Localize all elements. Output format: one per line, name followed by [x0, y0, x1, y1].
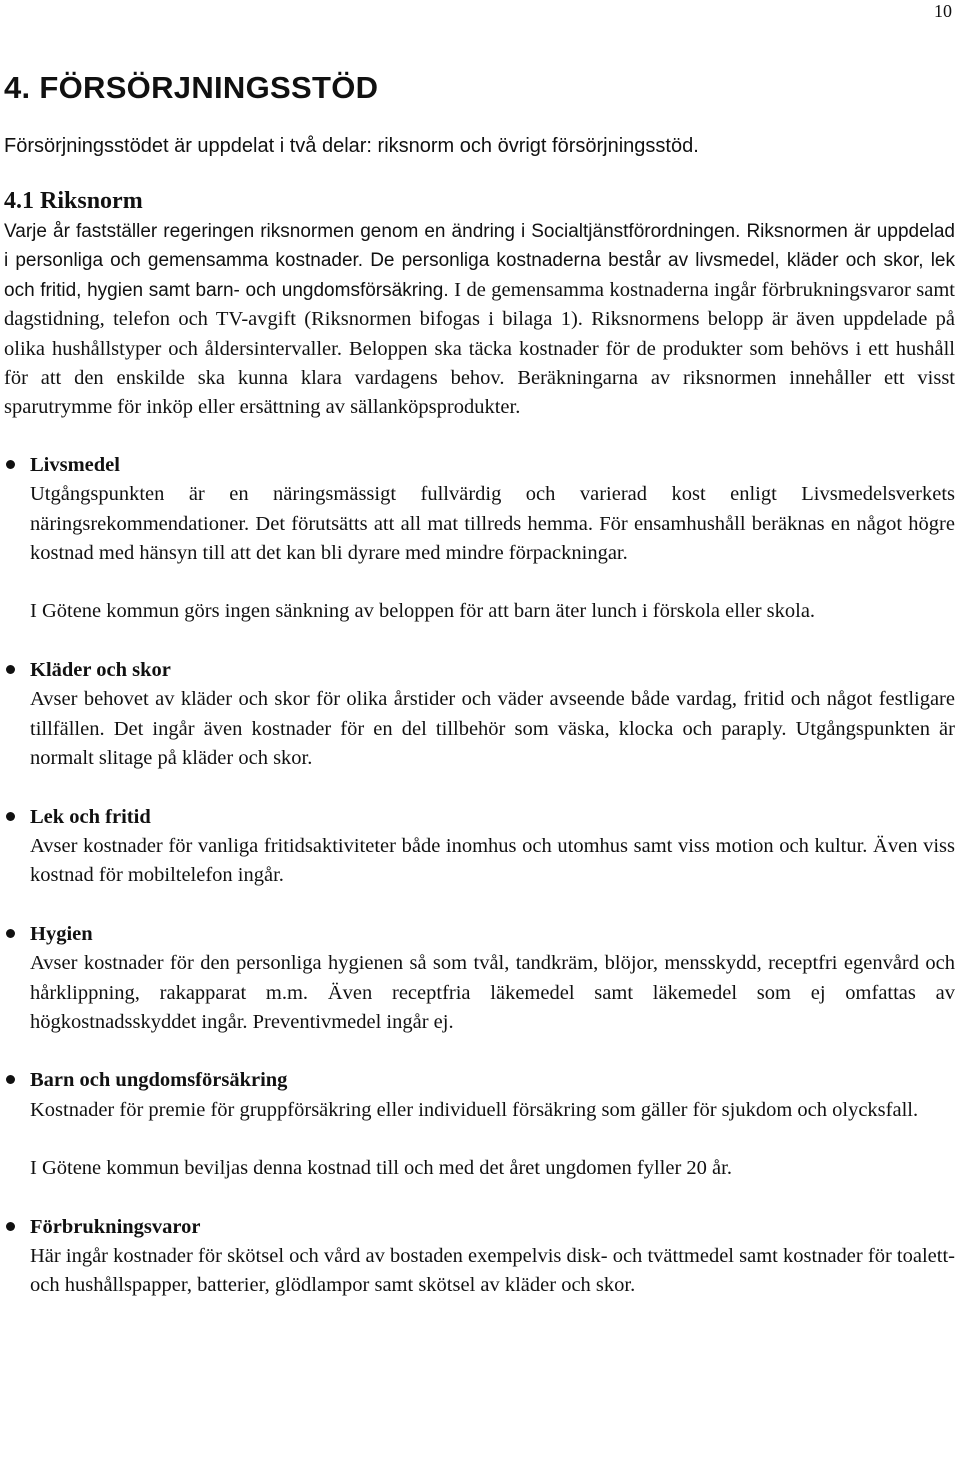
list-item-title: Lek och fritid	[30, 805, 151, 828]
list-item-note: I Götene kommun beviljas denna kostnad till och med det året ungdomen fyller 20 år.	[30, 1157, 732, 1180]
bullet-icon	[6, 812, 15, 821]
list-item-lek-och-fritid	[4, 803, 955, 891]
bullet-icon	[6, 1075, 15, 1084]
riksnorm-paragraph	[4, 217, 955, 423]
bullet-icon	[6, 929, 15, 938]
list-item-title: Hygien	[30, 922, 93, 945]
chapter-heading: 4. FÖRSÖRJNINGSSTÖD	[4, 70, 379, 105]
list-item-text: Kostnader för premie för gruppförsäkring eller individuell försäkring som gäller för sjukdom och olycksfall.	[30, 1098, 919, 1121]
list-item-title: Kläder och skor	[30, 658, 171, 681]
list-item-livsmedel	[4, 451, 955, 627]
list-item-text: Avser kostnader för den personliga hygienen så som tvål, tandkräm, blöjor, mensskydd, receptfri egenvård och hårklippning, rakapparat m.m. Även receptfria läkemedel samt läkemedel som ej omfattas av högkostnadsskyddet ingår. Preventivmedel ingår ej.	[30, 952, 955, 1033]
list-item-hygien	[4, 920, 955, 1038]
list-item-forbrukningsvaror	[4, 1213, 955, 1301]
list-item-klader-och-skor	[4, 656, 955, 774]
bullet-icon	[6, 1222, 15, 1231]
list-item-barn-och-ungdomsforsakring	[4, 1066, 955, 1183]
list-item-text: Avser behovet av kläder och skor för olika årstider och väder avseende både vardag, fritid och något festligare tillfällen. Det ingår även kostnader för en del tillbehör som väska, klocka och paraply. Utgångspunkten är normalt slitage på kläder och skor.	[30, 688, 955, 770]
document-body	[0, 68, 955, 1330]
list-item-title: Livsmedel	[30, 453, 120, 476]
list-item-note: I Götene kommun görs ingen sänkning av beloppen för att barn äter lunch i förskola eller skola.	[30, 600, 816, 623]
list-item-text: Avser kostnader för vanliga fritidsaktiviteter både inomhus och utomhus samt viss motion och kultur. Även viss kostnad för mobiltelefon ingår.	[30, 834, 955, 887]
riksnorm-text-part2: I de gemensamma kostnaderna ingår förbrukningsvaror samt dagstidning, telefon och TV-avgift (Riksnormen bifogas i bilaga 1). Riksnormens belopp är även uppdelade på olika hushållstyper och åldersintervaller. Beloppen ska täcka kostnader för de produkter som behövs i ett hushåll för att den enskilde ska kunna klara vardagens behov. Beräkningarna av riksnormen innehåller ett visst sparutrymme för inköp eller ersättning av sällanköpsprodukter.	[4, 278, 955, 419]
list-item-text: Här ingår kostnader för skötsel och vård av bostaden exempelvis disk- och tvättmedel samt kostnader för toalett- och hushållspapper, batterier, glödlampor samt skötsel av kläder och skor.	[30, 1244, 955, 1297]
list-item-title: Barn och ungdomsförsäkring	[30, 1069, 288, 1092]
bullet-icon	[6, 665, 15, 674]
intro-paragraph: Försörjningsstödet är uppdelat i två delar: riksnorm och övrigt försörjningsstöd.	[4, 135, 699, 157]
cost-categories-list	[4, 451, 955, 1301]
page-number: 10	[934, 1, 952, 21]
section-heading-riksnorm: 4.1 Riksnorm	[4, 188, 143, 214]
list-item-text: Utgångspunkten är en näringsmässigt fullvärdig och varierad kost enligt Livsmedelsverkets näringsrekommendationer. Det förutsätts att all mat tillreds hemma. För ensamhushåll beräknas en något högre kostnad med hänsyn till att det kan bli dyrare med mindre förpackningar.	[30, 483, 955, 565]
riksnorm-text-part1: Varje år fastställer regeringen riksnormen genom en ändring i Socialtjänstförordningen. Riksnormen är uppdelad i personliga och gemensamma kostnader. De personliga kostnaderna består av livsmedel, kläder och skor, lek och fritid, hygien samt barn- och ungdomsförsäkring.	[4, 221, 955, 301]
list-item-title: Förbrukningsvaror	[30, 1215, 201, 1238]
bullet-icon	[6, 460, 15, 469]
